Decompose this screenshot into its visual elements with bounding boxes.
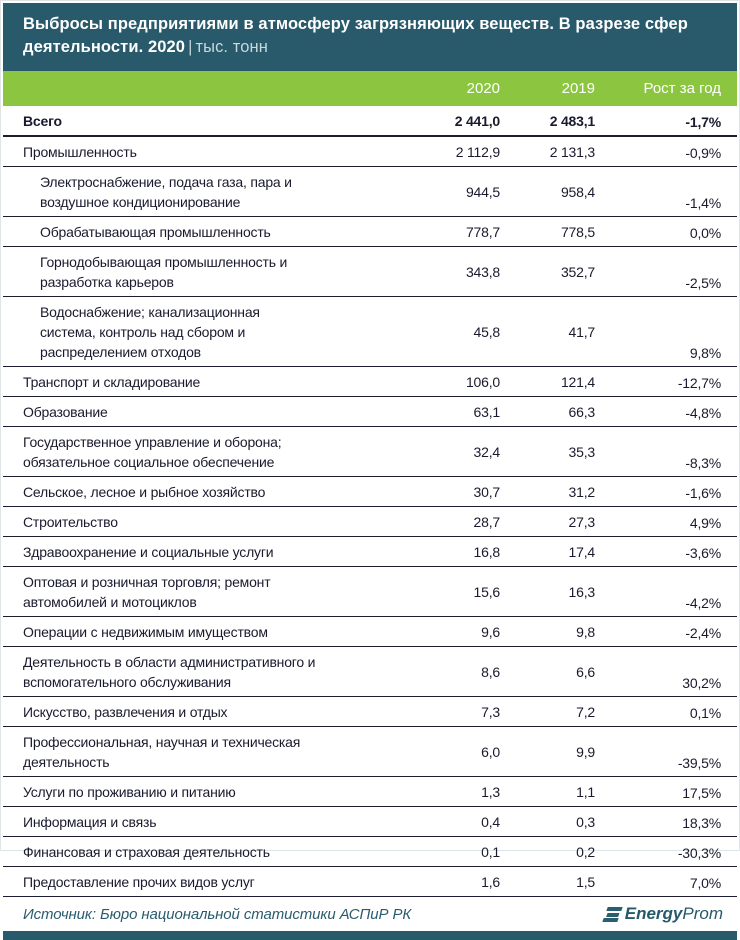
- row-label: Профессиональная, научная и техническая деятельность: [23, 733, 301, 770]
- value-2019: 0,2: [576, 843, 595, 860]
- growth-value: 4,9%: [689, 514, 721, 531]
- value-2019: 958,4: [560, 183, 595, 200]
- value-2020: 63,1: [473, 403, 500, 420]
- value-2020: 7,3: [481, 703, 500, 720]
- growth-value: -0,9%: [685, 144, 721, 161]
- growth-value: 17,5%: [682, 784, 721, 801]
- table-row: [3, 697, 737, 727]
- table-row: [3, 427, 737, 477]
- value-2020: 0,1: [481, 843, 500, 860]
- value-2019: 9,9: [576, 743, 595, 760]
- table-row: [3, 167, 737, 217]
- value-2020: 28,7: [473, 513, 500, 530]
- row-label: Строительство: [23, 513, 118, 530]
- growth-value: 18,3%: [682, 814, 721, 831]
- table-row: [3, 217, 737, 247]
- page-title: [3, 3, 737, 71]
- growth-value: -4,2%: [685, 594, 721, 611]
- value-2019: 2 131,3: [549, 143, 595, 160]
- row-label: Услуги по проживанию и питанию: [23, 783, 236, 800]
- value-2019: 778,5: [560, 223, 595, 240]
- row-label: Деятельность в области административного и вспомогательного обслуживания: [23, 653, 316, 690]
- column-header-growth: Рост за год: [643, 80, 721, 97]
- value-2020: 30,7: [473, 483, 500, 500]
- table-row: [3, 247, 737, 297]
- value-2019: 352,7: [560, 263, 595, 280]
- column-header-2020: 2020: [466, 80, 500, 97]
- value-2019: 27,3: [568, 513, 595, 530]
- growth-value: -8,3%: [685, 454, 721, 471]
- table-row: [3, 537, 737, 567]
- source-text: Источник: Бюро национальной статистики АСПиР РК: [23, 905, 412, 923]
- value-2019: 0,3: [576, 813, 595, 830]
- value-2020: 1,6: [481, 873, 500, 890]
- table-row: [3, 367, 737, 397]
- table-row: [3, 477, 737, 507]
- value-2019: 16,3: [568, 583, 595, 600]
- table-row: [3, 867, 737, 897]
- energyprom-logo-text: EnergyProm: [624, 904, 723, 923]
- table-body: [3, 106, 737, 897]
- growth-value: -30,3%: [677, 844, 721, 861]
- footer: [3, 897, 737, 931]
- value-2019: 17,4: [568, 543, 595, 560]
- value-2019: 9,8: [576, 623, 595, 640]
- value-2020: 15,6: [473, 583, 500, 600]
- value-2020: 16,8: [473, 543, 500, 560]
- table-row: [3, 507, 737, 537]
- value-2020: 106,0: [465, 373, 500, 390]
- row-label: Образование: [23, 403, 108, 420]
- value-2019: 66,3: [568, 403, 595, 420]
- row-label: Обрабатывающая промышленность: [40, 223, 271, 240]
- table-row: [3, 617, 737, 647]
- table-row: [3, 727, 737, 777]
- growth-value: -12,7%: [677, 374, 721, 391]
- table-row: [3, 106, 737, 137]
- row-label: Сельское, лесное и рыбное хозяйство: [23, 483, 266, 500]
- value-2019: 121,4: [560, 373, 595, 390]
- value-2020: 778,7: [465, 223, 500, 240]
- row-label: Всего: [23, 112, 62, 129]
- value-2019: 31,2: [568, 483, 595, 500]
- row-label: Здравоохранение и социальные услуги: [23, 543, 274, 560]
- value-2020: 2 441,0: [454, 112, 500, 129]
- growth-value: -2,4%: [685, 624, 721, 641]
- value-2020: 343,8: [465, 263, 500, 280]
- row-label: Оптовая и розничная торговля; ремонт автомобилей и мотоциклов: [23, 573, 271, 610]
- value-2020: 6,0: [481, 743, 500, 760]
- bottom-accent-bar: [3, 931, 737, 940]
- row-label: Операции с недвижимым имуществом: [23, 623, 268, 640]
- value-2019: 2 483,1: [549, 112, 595, 129]
- table-row: [3, 397, 737, 427]
- row-label: Информация и связь: [23, 813, 157, 830]
- column-header-2019: 2019: [561, 80, 595, 97]
- table-row: [3, 647, 737, 697]
- table-row: [3, 137, 737, 167]
- growth-value: 30,2%: [682, 674, 721, 691]
- row-label: Промышленность: [23, 143, 137, 160]
- value-2019: 35,3: [568, 443, 595, 460]
- row-label: Водоснабжение; канализационная система, контроль над сбором и распределением отходов: [40, 303, 260, 360]
- value-2019: 6,6: [576, 663, 595, 680]
- table-row: [3, 807, 737, 837]
- growth-value: -4,8%: [685, 404, 721, 421]
- value-2020: 944,5: [465, 183, 500, 200]
- title-text: Выбросы предприятиями в атмосферу загрязняющих веществ. В разрезе сфер деятельности. 2020: [23, 15, 688, 56]
- table-row: [3, 567, 737, 617]
- table-column-header: [3, 71, 737, 106]
- row-label: Электроснабжение, подача газа, пара и воздушное кондиционирование: [40, 173, 292, 210]
- growth-value: -1,6%: [685, 484, 721, 501]
- row-label: Государственное управление и оборона; обязательное социальное обеспечение: [23, 433, 282, 470]
- growth-value: -2,5%: [685, 274, 721, 291]
- value-2020: 1,3: [481, 783, 500, 800]
- row-label: Транспорт и складирование: [23, 373, 201, 390]
- growth-value: -3,6%: [685, 544, 721, 561]
- table-row: [3, 777, 737, 807]
- growth-value: 9,8%: [689, 344, 721, 361]
- growth-value: -39,5%: [677, 754, 721, 771]
- growth-value: 7,0%: [689, 874, 721, 891]
- value-2019: 41,7: [568, 323, 595, 340]
- energyprom-e-icon: [599, 906, 623, 923]
- table-row: [3, 837, 737, 867]
- row-label: Горнодобывающая промышленность и разработка карьеров: [40, 253, 288, 290]
- value-2019: 1,5: [576, 873, 595, 890]
- value-2019: 7,2: [576, 703, 595, 720]
- value-2020: 9,6: [481, 623, 500, 640]
- value-2020: 45,8: [473, 323, 500, 340]
- title-unit: тыс. тонн: [195, 38, 268, 56]
- energyprom-logo: [602, 904, 723, 924]
- growth-value: 0,1%: [689, 704, 721, 721]
- value-2020: 8,6: [481, 663, 500, 680]
- value-2020: 32,4: [473, 443, 500, 460]
- growth-value: -1,4%: [685, 194, 721, 211]
- value-2020: 2 112,9: [455, 143, 500, 160]
- value-2019: 1,1: [576, 783, 595, 800]
- table-row: [3, 297, 737, 367]
- growth-value: -1,7%: [685, 113, 721, 130]
- row-label: Предоставление прочих видов услуг: [23, 873, 255, 890]
- title-separator: |: [188, 38, 193, 56]
- row-label: Финансовая и страховая деятельность: [23, 843, 270, 860]
- row-label: Искусство, развлечения и отдых: [23, 703, 228, 720]
- growth-value: 0,0%: [689, 224, 721, 241]
- value-2020: 0,4: [481, 813, 500, 830]
